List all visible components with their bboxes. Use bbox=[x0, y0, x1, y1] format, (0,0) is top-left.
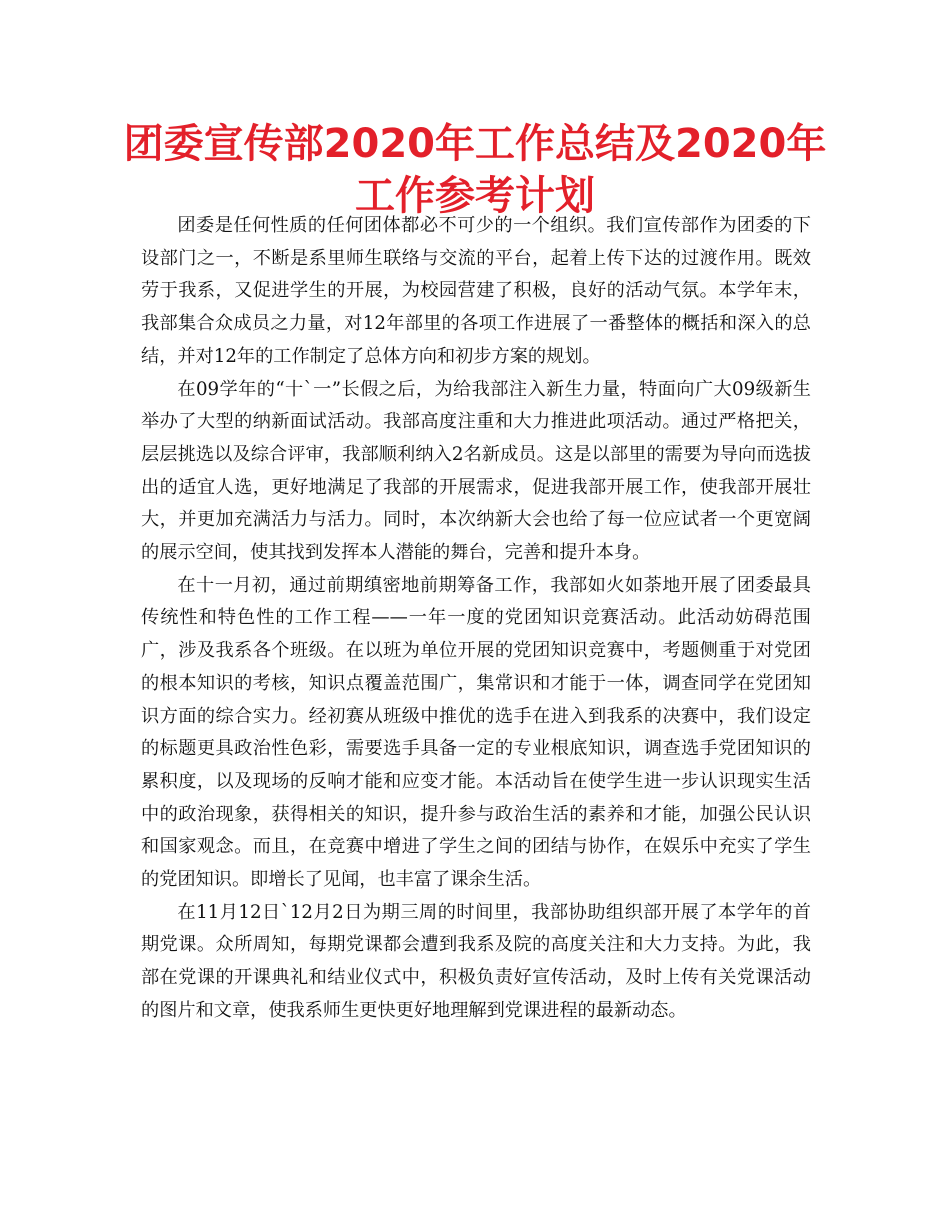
paragraph: 在11月12日`12月2日为期三周的时间里，我部协助组织部开展了本学年的首期党课。众所周知，每期党课都会遭到我系及院的高度关注和大力支持。为此，我部在党课的开课典礼和结业仪式中，积极负责好宣传活动，及时上传有关党课活动的图片和文章，使我系师生更快更好地理解到党课进程的最新动态。 bbox=[141, 901, 811, 1021]
paragraph: 在09学年的“十`一”长假之后，为给我部注入新生力量，特面向广大09级新生举办了大型的纳新面试活动。我部高度注重和大力推进此项活动。通过严格把关，层层挑选以及综合评审，我部顺利纳入2名新成员。这是以部里的需要为导向而选拔出的适宜人选，更好地满足了我部的开展需求，促进我部开展工作，使我部开展壮大，并更加充满活力与活力。同时，本次纳新大会也给了每一位应试者一个更宽阔的展示空间，使其找到发挥本人潜能的舞台，完善和提升本身。 bbox=[141, 378, 811, 564]
paragraph: 团委是任何性质的任何团体都必不可少的一个组织。我们宣传部作为团委的下设部门之一，不断是系里师生联络与交流的平台，起着上传下达的过渡作用。既效劳于我系，又促进学生的开展，为校园营建了积极，良好的活动气氛。本学年末，我部集合众成员之力量，对12年部里的各项工作进展了一番整体的概括和深入的总结，并对12年的工作制定了总体方向和初步方案的规划。 bbox=[141, 215, 811, 367]
document-title: 团委宣传部2020年工作总结及2020年工作参考计划 bbox=[123, 121, 827, 219]
document-body bbox=[141, 210, 811, 1028]
paragraph: 在十一月初，通过前期缜密地前期筹备工作，我部如火如荼地开展了团委最具传统性和特色性的工作工程——一年一度的党团知识竞赛活动。此活动妨碍范围广，涉及我系各个班级。在以班为单位开展的党团知识竞赛中，考题侧重于对党团的根本知识的考核，知识点覆盖范围广，集常识和才能于一体，调查同学在党团知识方面的综合实力。经初赛从班级中推优的选手在进入到我系的决赛中，我们设定的标题更具政治性色彩，需要选手具备一定的专业根底知识，调查选手党团知识的累积度，以及现场的反响才能和应变才能。本活动旨在使学生进一步认识现实生活中的政治现象，获得相关的知识，提升参与政治生活的素养和才能，加强公民认识和国家观念。而且，在竞赛中增进了学生之间的团结与协作，在娱乐中充实了学生的党团知识。即增长了见闻，也丰富了课余生活。 bbox=[141, 574, 811, 891]
